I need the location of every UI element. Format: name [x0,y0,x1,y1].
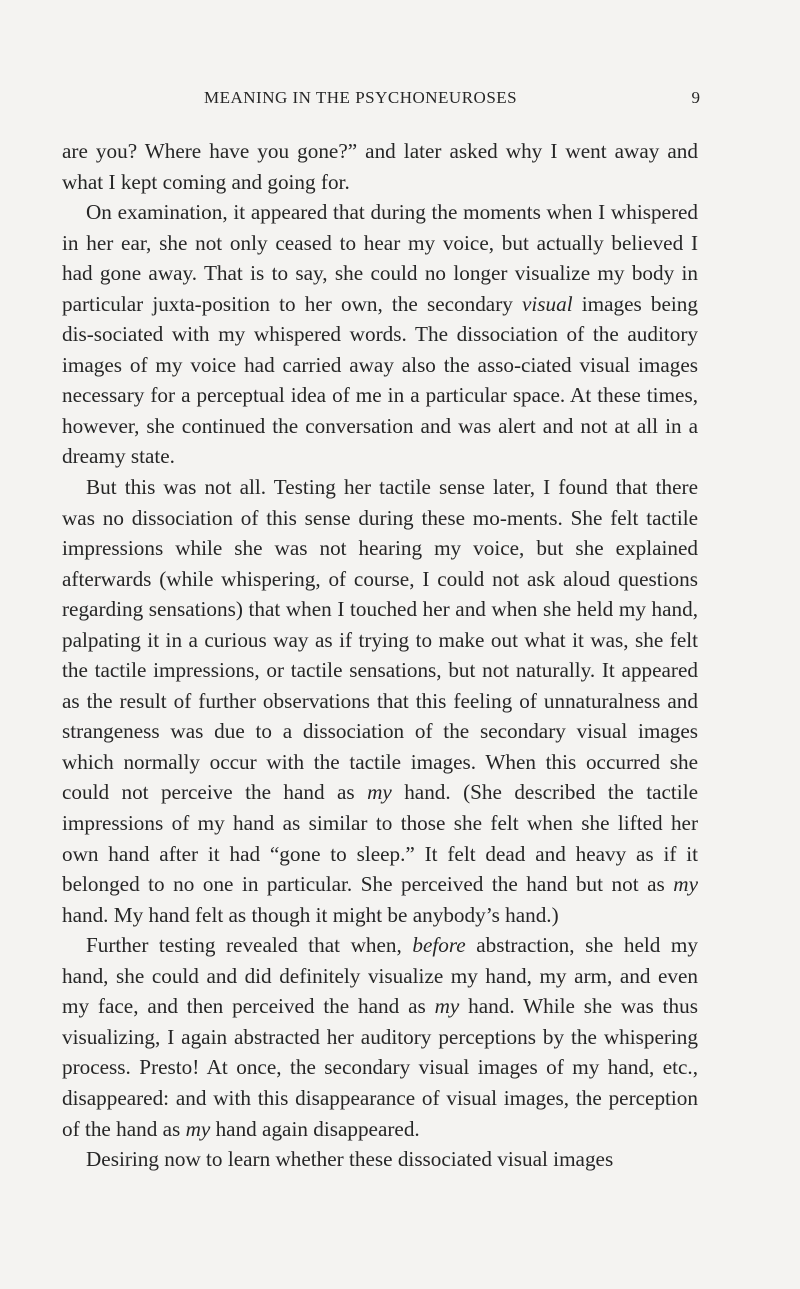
paragraph-4-text-c: hand. While she was thus visualizing, I again abstracted her auditory perceptions by the whispering process. Presto! At once, the secondary visual images of my hand, etc., disappeared: and with this disappearance of visual images, the perception of the hand as [62,994,698,1141]
paragraph-4-text-d: hand again disappeared. [210,1116,420,1141]
emphasis-before: before [412,933,466,958]
paragraph-4-text-b: abstraction, she held my hand, she could and did definitely visualize my hand, my arm, and even my face, and then perceived the hand as [62,933,699,1019]
running-title: MEANING IN THE PSYCHONEUROSES [204,88,518,107]
running-head [120,88,700,114]
emphasis-my: my [434,994,460,1019]
paragraph-3 [62,472,698,930]
paragraph-2-text-b: images being dis-sociated with my whispered words. The dissociation of the auditory images of my voice had carried away also the asso-ciated visual images necessary for a perceptual idea of me in a particular space. At these times, however, she continued the conversation and was alert and not at all in a dreamy state. [62,291,698,469]
paragraph-4 [62,930,698,1144]
paragraph-1: are you? Where have you gone?” and later asked why I went away and what I kept coming and going for. [62,139,698,194]
paragraph-3-text-c: hand. My hand felt as though it might be anybody’s hand.) [62,902,559,927]
body-text [62,136,698,1175]
emphasis-my: my [185,1116,211,1141]
paragraph-2-text-a: On examination, it appeared that during the moments when I whispered in her ear, she not only ceased to hear my voice, but actually believed I had gone away. That is to say, she could no longer visualize my body in particular juxta-position to her own, the secondary [62,200,698,316]
paragraph-3-text-b: hand. (She described the tactile impressions of my hand as similar to those she felt when she lifted her own hand after it had “gone to sleep.” It felt dead and heavy as if it belonged to no one in particular. She perceived the hand but not as [62,780,698,897]
paragraph-4-text-a: Further testing revealed that when, [86,933,413,958]
emphasis-my: my [367,780,392,805]
page-number: 9 [691,88,700,107]
paragraph-2 [62,197,698,472]
emphasis-my: my [673,872,698,897]
paragraph-5: Desiring now to learn whether these dissociated visual images [86,1147,614,1172]
paragraph-3-text-a: But this was not all. Testing her tactile sense later, I found that there was no dissociation of this sense during these mo-ments. She felt tactile impressions while she was not hearing my voice, but she explained afterwards (while whispering, of course, I could not ask aloud questions regarding sensations) that when I touched her and when she held my hand, palpating it in a curious way as if trying to make out what it was, she felt the tactile impressions, or tactile sensations, but not naturally. It appeared as the result of further observations that this feeling of unnaturalness and strangeness was due to a dissociation of the secondary visual images which normally occur with the tactile images. When this occurred she could not perceive the hand as [62,475,698,805]
emphasis-visual: visual [521,291,573,316]
